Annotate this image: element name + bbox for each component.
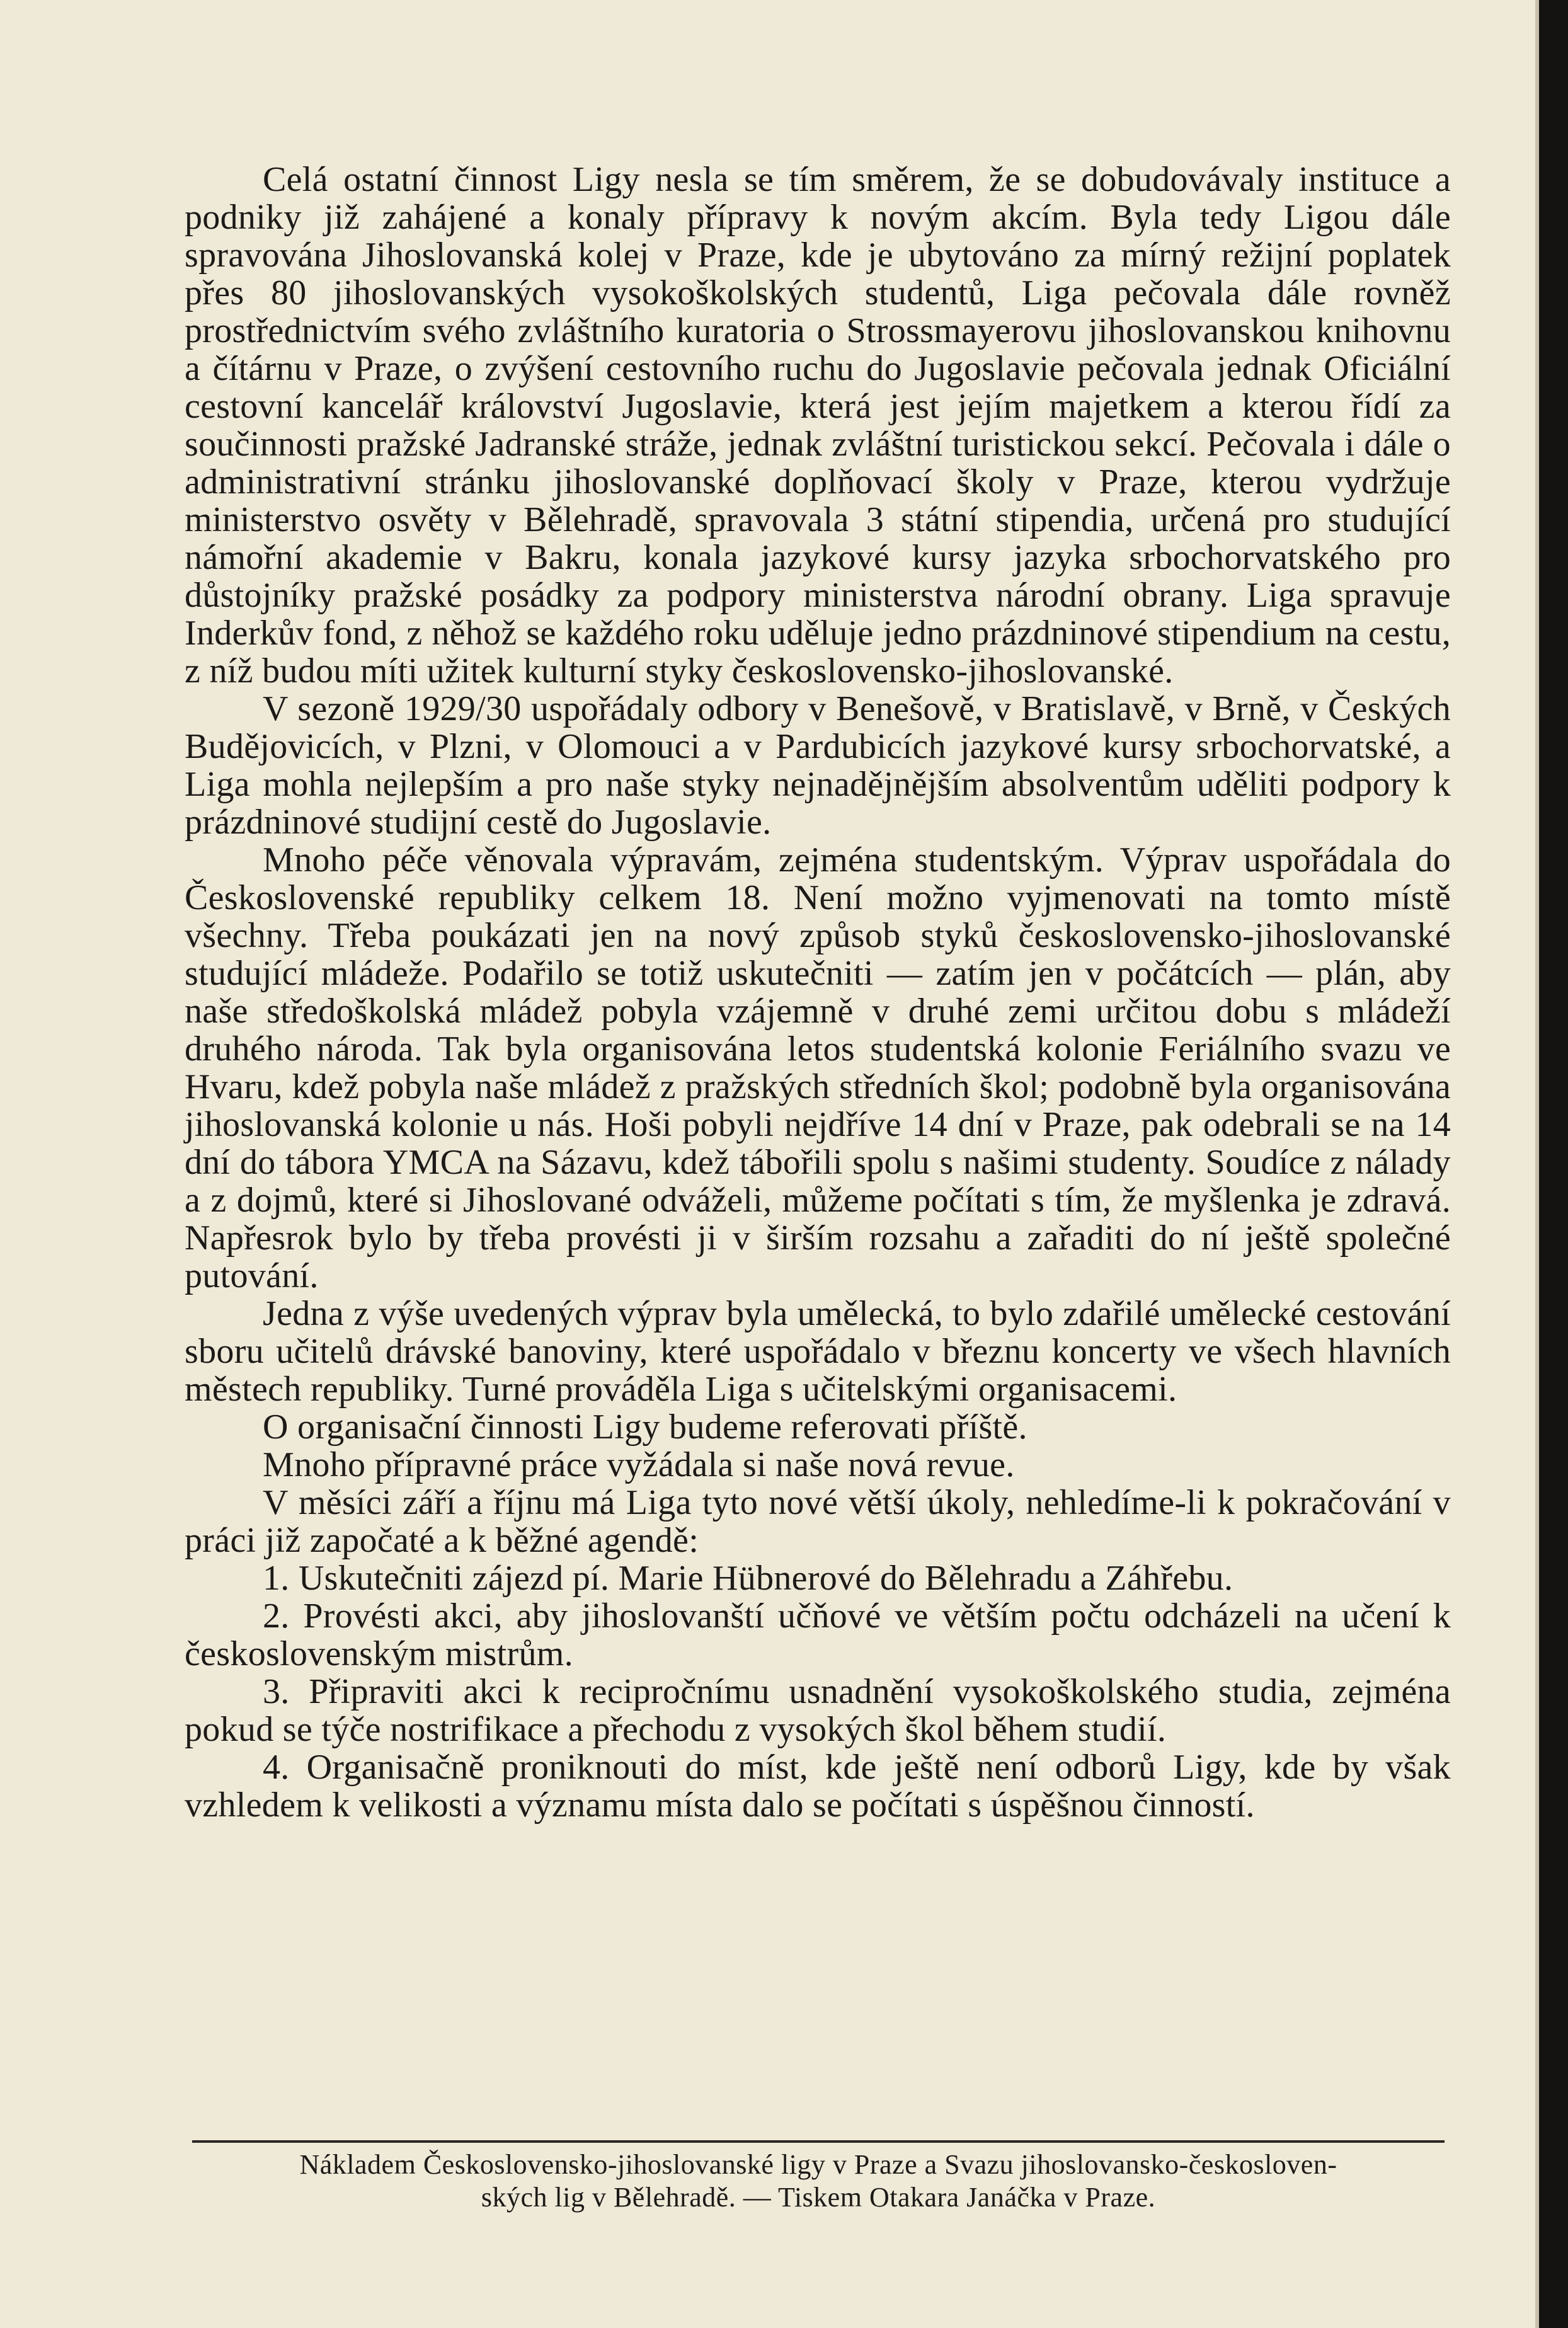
imprint-line-2: ských lig v Bělehradě. — Tiskem Otakara Janáčka v Praze. [481,2182,1156,2213]
body-text [185,161,1451,1824]
task-item-2: 2. Provésti akci, aby jihoslovanští učňové ve větším počtu odcházeli na učení k československým mistrům. [185,1597,1451,1673]
paragraph-student-trips: Mnoho péče věnovala výpravám, zejména studentským. Výprav uspořádala do Československé republiky celkem 18. Není možno vyjmenovati na tomto místě všechny. Třeba poukázati jen na nový způsob styků československo-jihoslovanské studující mládeže. Podařilo se totiž uskutečniti — zatím jen v počátcích — plán, aby naše středoškolská mládež pobyla vzájemně v druhé zemi určitou dobu s mládeží druhého národa. Tak byla organisována letos studentská kolonie Feriálního svazu ve Hvaru, kdež pobyla naše mládež z pražských středních škol; podobně byla organisována jihoslovanská kolonie u nás. Hoši pobyli nejdříve 14 dní v Praze, pak odebrali se na 14 dní do tábora YMCA na Sázavu, kdež tábořili spolu s našimi studenty. Soudíce z nálady a z dojmů, které si Jihoslované odváželi, můžeme počítati s tím, že myšlenka je zdravá. Napřesrok bylo by třeba provésti ji v širším rozsahu a zařaditi do ní ještě společné putování. [185,840,1451,1295]
paragraph-organisation-note: O organisační činnosti Ligy budeme referovati příště. [263,1408,1027,1447]
paragraph-art-trip: Jedna z výše uvedených výprav byla umělecká, to bylo zdařilé umělecké cestování sboru učitelů drávské banoviny, které uspořádalo v březnu koncerty ve všech hlavních městech republiky. Turné prováděla Liga s učitelskými organisacemi. [185,1294,1451,1409]
task-item-3: 3. Připraviti akci k recipročnímu usnadnění vysokoškolského studia, zejména pokud se týče nostrifikace a přechodu z vysokých škol během studií. [185,1672,1451,1749]
paragraph-autumn-tasks: V měsíci září a říjnu má Liga tyto nové větší úkoly, nehledíme-li k pokračování v práci již započaté a k běžné agendě: [185,1483,1451,1560]
paragraph-language-courses: V sezoně 1929/30 uspořádaly odbory v Benešově, v Bratislavě, v Brně, v Českých Budějovicích, v Plzni, v Olomouci a v Pardubicích jazykové kursy srbochorvatské, a Liga mohla nejlepším a pro naše styky nejnadějnějším absolventům uděliti podpory k prázdninové studijní cestě do Jugoslavie. [185,689,1451,842]
imprint-footer [192,2148,1445,2214]
book-spine [1539,0,1568,2328]
paragraph-liga-activities: Celá ostatní činnost Ligy nesla se tím směrem, že se dobudovávaly instituce a podniky již zahájené a konaly přípravy k novým akcím. Byla tedy Ligou dále spravována Jihoslovanská kolej v Praze, kde je ubytováno za mírný režijní poplatek přes 80 jihoslovanských vysokoškolských studentů, Liga pečovala dále rovněž prostřednictvím svého zvláštního kuratoria o Strossmayerovu jihoslovanskou knihovnu a čítárnu v Praze, o zvýšení cestovního ruchu do Jugoslavie pečovala jednak Oficiální cestovní kancelář království Jugoslavie, která jest jejím majetkem a kterou řídí za součinnosti pražské Jadranské stráže, jednak zvláštní turistickou sekcí. Pečovala i dále o administrativní stránku jihoslovanské doplňovací školy v Praze, kterou vydržuje ministerstvo osvěty v Bělehradě, spravovala 3 státní stipendia, určená pro studující námořní akademie v Bakru, konala jazykové kursy jazyka srbochorvatského pro důstojníky pražské posádky za podpory ministerstva národní obrany. Liga spravuje Inderkův fond, z něhož se každého roku uděluje jedno prázdninové stipendium na cestu, z níž budou míti užitek kulturní styky československo-jihoslovanské. [185,160,1451,691]
imprint-line-1: Nákladem Československo-jihoslovanské ligy v Praze a Svazu jihoslovansko-českosloven- [299,2149,1337,2180]
paragraph-revue-note: Mnoho přípravné práce vyžádala si naše nová revue. [263,1445,1015,1484]
task-item-4: 4. Organisačně proniknouti do míst, kde ještě není odborů Ligy, kde by však vzhledem k velikosti a významu místa dalo se počítati s úspěšnou činností. [185,1748,1451,1825]
task-item-1: 1. Uskutečniti zájezd pí. Marie Hübnerové do Bělehradu a Záhřebu. [263,1559,1233,1598]
footer-divider [192,2140,1445,2143]
